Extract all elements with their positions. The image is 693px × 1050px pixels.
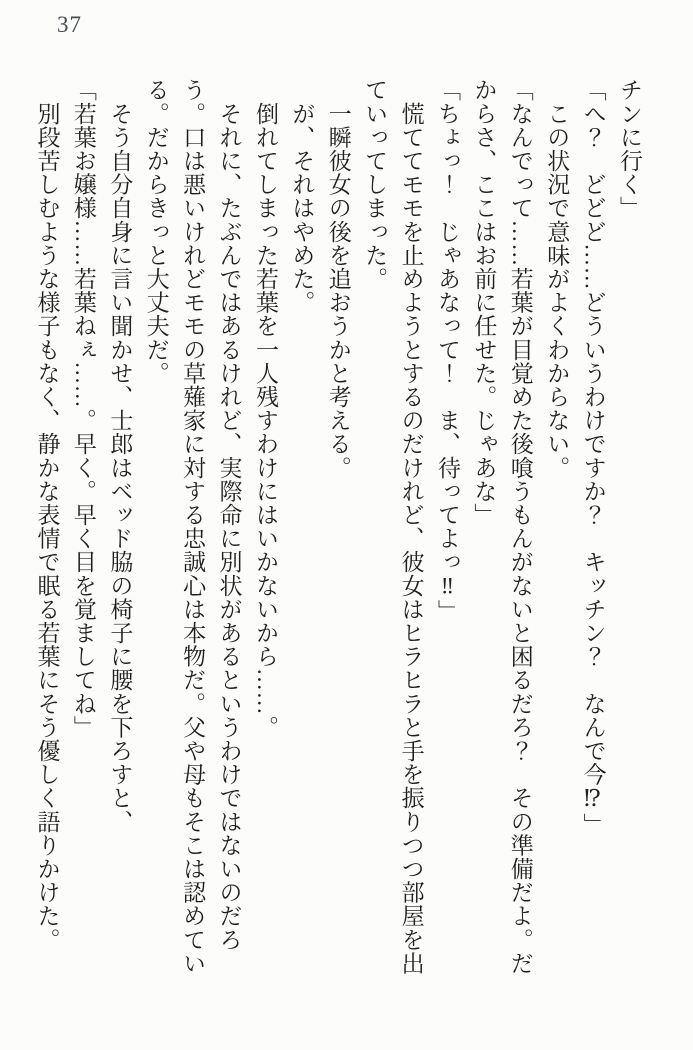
novel-paragraph: 「若葉お嬢様……若葉ねぇ……。早く。早く目を覚ましてね」 [70, 78, 96, 739]
novel-paragraph: そう自分自身に言い聞かせ、士郎はベッド脇の椅子に腰を下ろすと、 [107, 78, 133, 834]
novel-text-block [25, 78, 647, 993]
novel-paragraph: 「へ？ どどど……どういうわけですか？ キッチン？ なんで今⁉」 [580, 78, 606, 837]
novel-paragraph: 別段苦しむような様子もなく、静かな表情で眠る若葉にそう優しく語りかけた。 [34, 78, 60, 952]
page-number: 37 [57, 12, 82, 37]
novel-paragraph: チンに行く」 [617, 78, 642, 220]
novel-paragraph: 一瞬彼女の後を追おうかと考える。 [325, 78, 351, 480]
novel-paragraph: この状況で意味がよくわからない。 [544, 78, 570, 480]
novel-paragraph: 「なんでって……若葉が目覚めた後喰うもんがないと困るだろ？ その準備だよ。だからさ、ここはお前に任せた。じゃあな」 [471, 78, 533, 975]
novel-paragraph: 倒れてしまった若葉を一人残すわけにはいかないから……。 [252, 78, 278, 739]
novel-paragraph: 慌ててモモを止めようとするのだけれど、彼女はヒラヒラと手を振りつつ部屋を出ていってしまった。 [362, 78, 424, 975]
novel-paragraph: それに、たぶんではあるけれど、実際命に別状があるというわけではないのだろう。口は悪いけれどモモの草薙家に対する忠誠心は本物だ。父や母もそこは認めている。だからきっと大丈夫だ。 [143, 78, 242, 975]
novel-paragraph: が、それはやめた。 [289, 78, 315, 314]
novel-paragraph: 「ちょっ！ じゃあなって！ ま、待ってよっ‼」 [434, 78, 460, 623]
